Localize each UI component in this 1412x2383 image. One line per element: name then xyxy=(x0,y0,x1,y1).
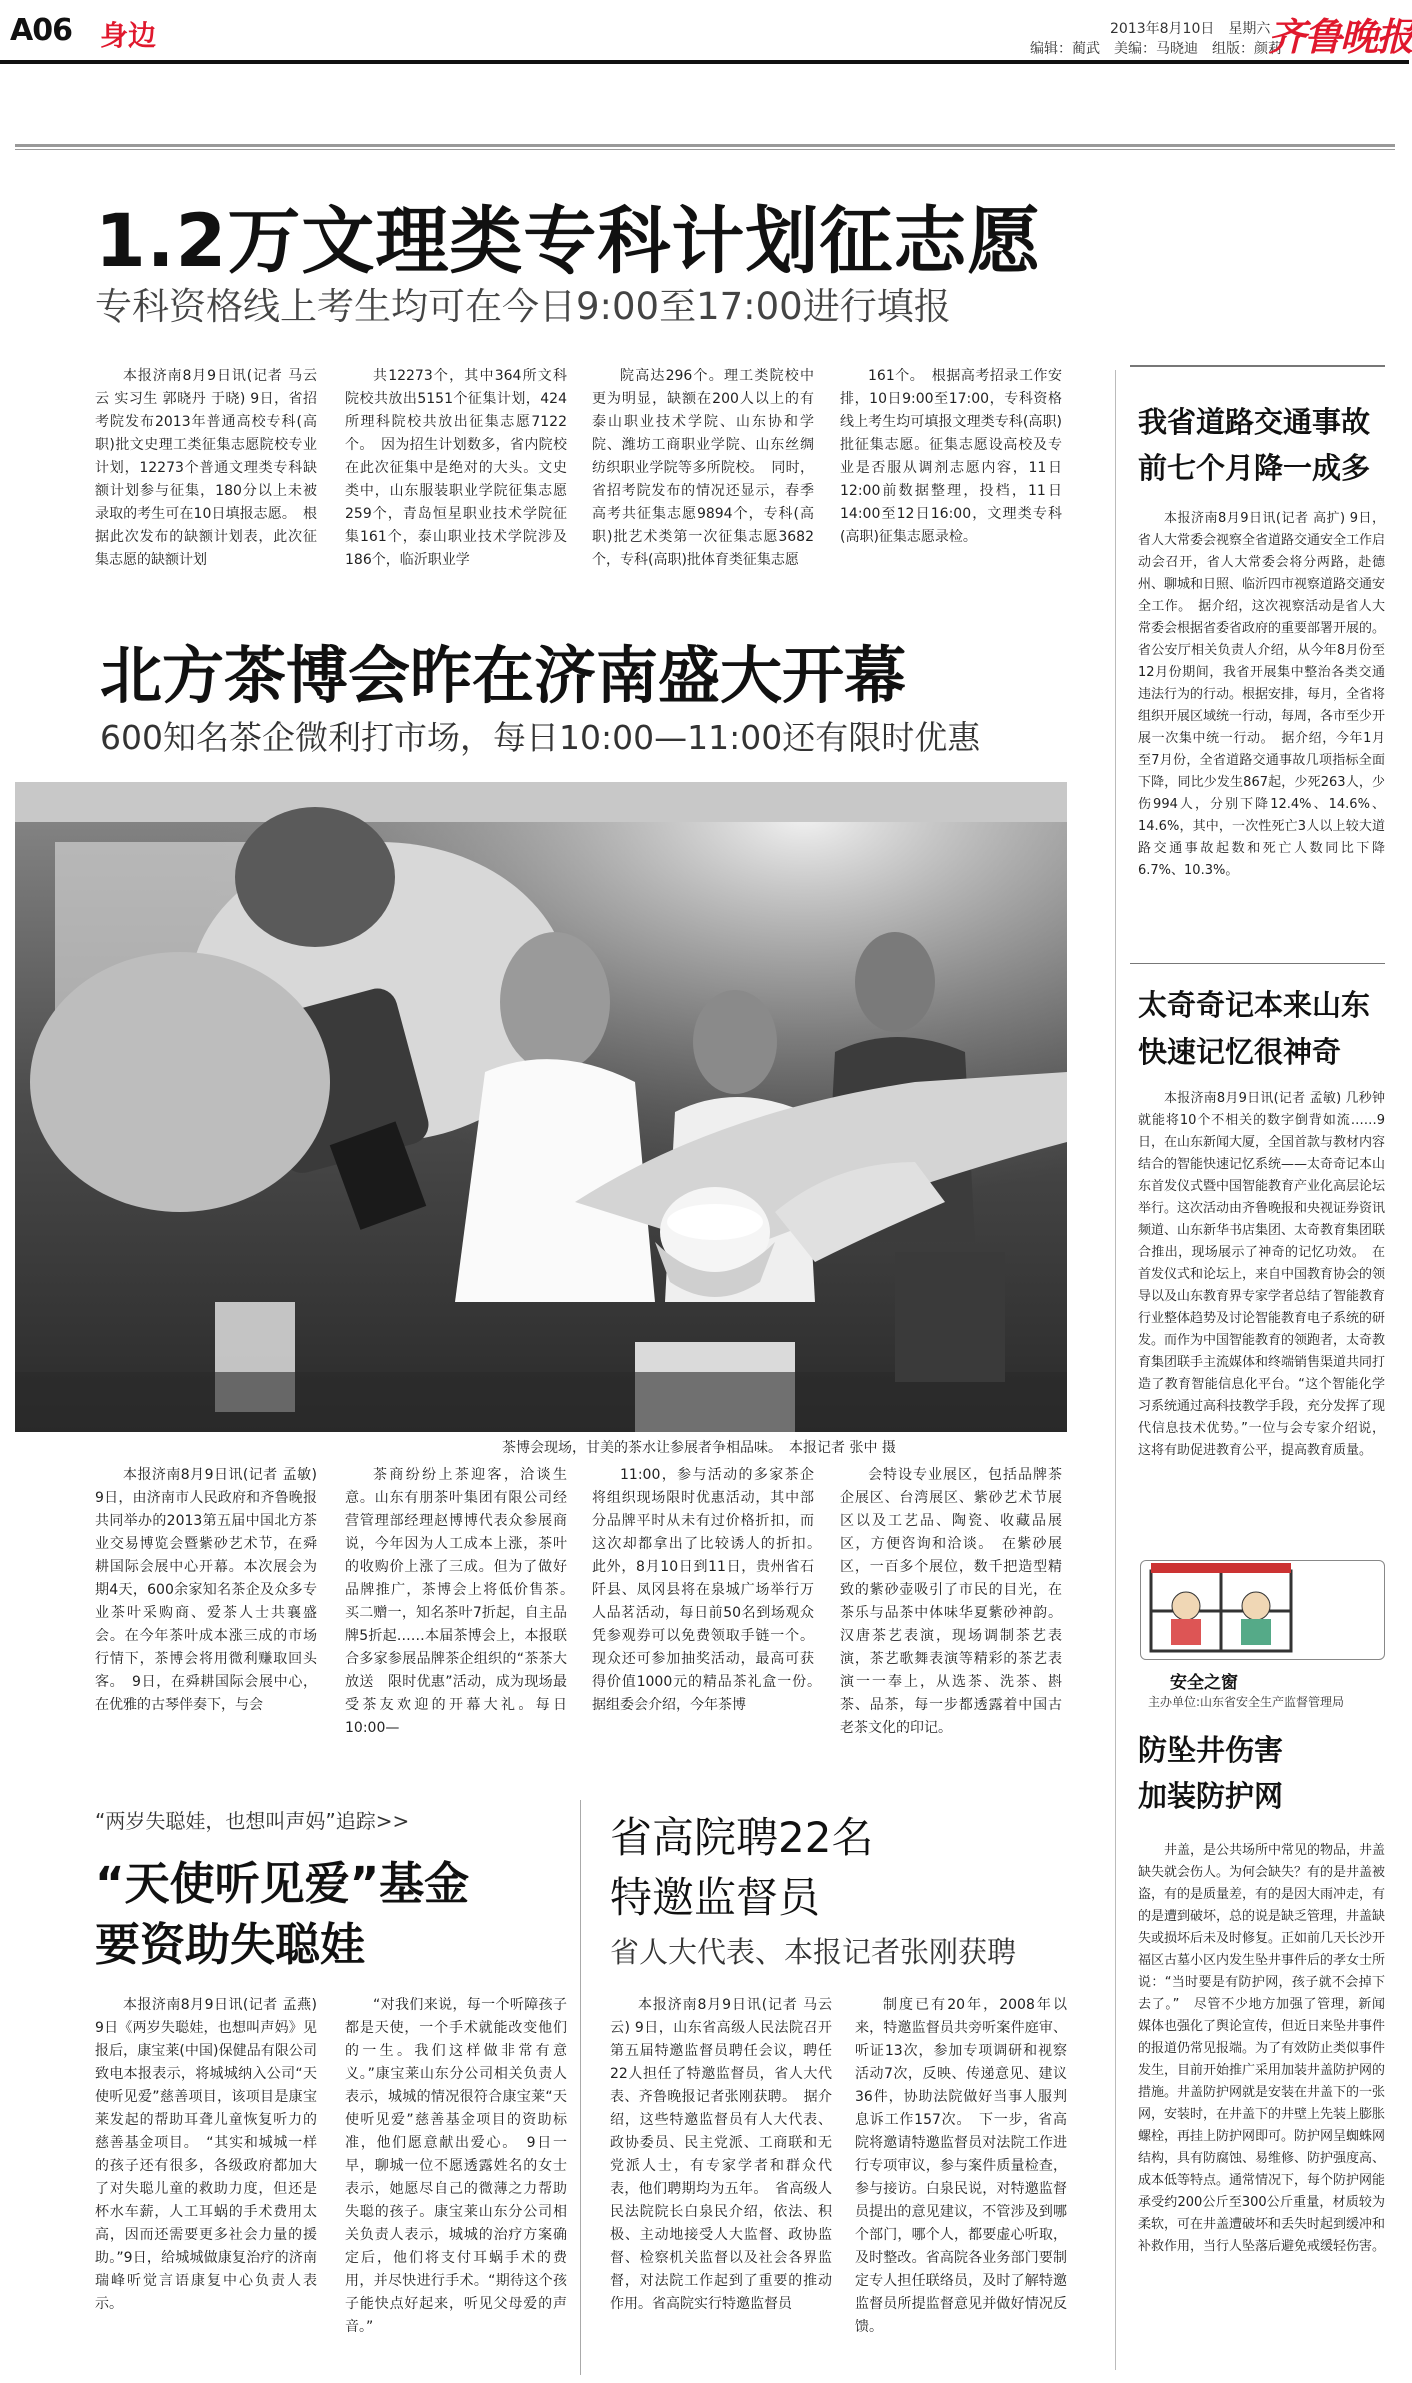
date-line xyxy=(1110,18,1270,38)
article3-col2: “对我们来说，每一个听障孩子都是天使，一个手术就能改变他们的一生。我们这样做非常有意义。”康宝莱山东分公司相关负责人表示，城城的情况很符合康宝莱“天使听见爱”慈善基金项目的资助标准，他们愿意献出爱心。 9日一早，聊城一位不愿透露姓名的女士表示，她愿尽自己的微薄之力帮助失聪的孩子。康宝莱山东分公司相关负责人表示，城城的治疗方案确定后，他们将支付耳蜗手术的费用，并尽快进行手术。“期待这个孩子能快点好起来，听见父母爱的声音。” xyxy=(345,1997,567,2335)
sidebar-rule-2 xyxy=(1130,963,1385,964)
article4-title-line1: 省高院聘22名 xyxy=(610,1813,874,1862)
article4-title-line2: 特邀监督员 xyxy=(610,1873,821,1922)
section-name: 身边 xyxy=(100,19,157,52)
weekday: 星期六 xyxy=(1228,21,1271,37)
safety-window-label: 安全之窗 xyxy=(1170,1673,1238,1693)
photo-caption: 茶博会现场，甘美的茶水让参展者争相品味。 本报记者 张中 摄 xyxy=(502,1440,896,1456)
side3-body: 井盖，是公共场所中常见的物品，井盖缺失就会伤人。为何会缺失？有的是井盖被盗，有的是质量差，有的是因大雨冲走，有的是遭到破坏，总的说是缺乏管理，井盖缺失或损坏后未及时修复。正如前几天长沙开福区古墓小区内发生坠井事件后的孝女士所说：“当时要是有防护网，孩子就不会掉下去了。” 尽管不少地方加强了管理，新闻媒体也强化了舆论宣传，但近日来坠井事件的报道仍常见报端。为了有效防止类似事件发生，目前开始推广采用加装井盖防护网的措施。井盖防护网就是安装在井盖下的一张网，安装时，在井盖下的井壁上先装上膨胀螺栓，再挂上防护网即可。防护网呈蜘蛛网结构，具有防腐蚀、易维修、防护强度高、成本低等特点。通常情况下，每个防护网能承受约200公斤至300公斤重量，材质较为柔软，可在井盖遭破坏和丢失时起到缓冲和补救作用，当行人坠落后避免戒缓轻伤害。 xyxy=(1138,1843,1386,2254)
mid-vertical-rule xyxy=(580,1800,581,2375)
side2-title-line2: 快速记忆很神奇 xyxy=(1138,1035,1342,1069)
side2-body: 本报济南8月9日讯(记者 孟敏) 几秒钟就能将10个不相关的数字倒背如流……9日，在山东新闻大厦，全国首款与教材内容结合的智能快速记忆系统——太奇奇记本山东首发仪式暨中国智能教育产业化高层论坛举行。这次活动由齐鲁晚报和央视证券资讯频道、山东新华书店集团、太奇教育集团联合推出，现场展示了神奇的记忆功效。 在首发仪式和论坛上，来自中国教育协会的领导以及山东教育界专家学者总结了智能教育行业整体趋势及讨论智能教育电子系统的研发。而作为中国智能教育的领跑者，太奇教育集团联手主流媒体和终端销售渠道共同打造了教育智能信息化平台。“这个智能化学习系统通过高科技教学手段，充分发挥了现代信息技术优势。”一位与会专家介绍说，这将有助促进教育公平，提高教育质量。 xyxy=(1138,1091,1386,1458)
side3-title-line1: 防坠井伤害 xyxy=(1138,1733,1284,1767)
article2-title: 北方茶博会昨在济南盛大开幕 xyxy=(100,639,907,712)
side3-title-line2: 加装防护网 xyxy=(1138,1779,1284,1813)
date: 2013年8月10日 xyxy=(1110,21,1215,37)
safety-window-icon xyxy=(1141,1561,1386,1661)
side1-title-line2: 前七个月降一成多 xyxy=(1138,451,1371,485)
article4-col2: 制度已有20年，2008年以来，特邀监督员共旁听案件庭审、听证13次，参加专项调研和视察活动7次，反映、传递意见、建议36件，协助法院做好当事人服判息诉工作157次。 下一步，省高院将邀请特邀监督员对法院工作进行专项审议，参与案件质量检查，参与接访。白泉民说，对特邀监督员提出的意见建议，不管涉及到哪个部门，哪个人，都要虚心听取，及时整改。省高院各业务部门要制定专人担任联络员，及时了解特邀监督员所提监督意见并做好情况反馈。 xyxy=(855,1997,1067,2335)
side2-title-line1: 太奇奇记本来山东 xyxy=(1138,988,1371,1022)
header-rule xyxy=(0,60,1409,64)
masthead-logo: 齐鲁晚报 xyxy=(1268,14,1412,59)
article3-title-line2: 要资助失聪娃 xyxy=(95,1918,366,1971)
top-double-rule-2 xyxy=(15,149,1395,150)
safety-window-sponsor: 主办单位:山东省安全生产监督管理局 xyxy=(1148,1695,1345,1709)
article1-title: 1.2万文理类专科计划征志愿 xyxy=(95,199,1042,284)
safety-window-box xyxy=(1140,1560,1385,1660)
article1-col1: 本报济南8月9日讯(记者 马云云 实习生 郭晓丹 于晓) 9日，省招考院发布2013年普通高校专科(高职)批文史理工类征集志愿院校专业计划，12273个普通文理类专科缺额计划参与征集，180分以上未被录取的考生可在10日填报志愿。 根据此次发布的缺额计划表，此次征集志愿的缺额计划 xyxy=(95,368,317,568)
editor-credits: 编辑：蔺武 美编：马晓迪 组版：颜莉 xyxy=(1030,41,1282,57)
article2-col4: 会特设专业展区，包括品牌茶企展区、台湾展区、紫砂艺术节展区以及工艺品、陶瓷、收藏品展区，方便咨询和洽谈。 在紫砂展区，一百多个展位，数千把造型精致的紫砂壶吸引了市民的目光，在茶乐与品茶中体味华夏紫砂神韵。汉唐茶艺表演，现场调制茶艺表演，茶艺歌舞表演等精彩的茶艺表演一一奉上，从选茶、洗茶、斟茶、品茶，每一步都透露着中国古老茶文化的印记。 xyxy=(840,1467,1062,1736)
side1-body: 本报济南8月9日讯(记者 高扩) 9日，省人大常委会视察全省道路交通安全工作启动会召开，省人大常委会将分两路，赴德州、聊城和日照、临沂四市视察道路交通安全工作。 据介绍，这次视察活动是省人大常委会根据省委省政府的重要部署开展的。省公安厅相关负责人介绍，从今年8月份至12月份期间，我省开展集中整治各类交通违法行为的行动。根据安排，每月，全省将组织开展区域统一行动，每周，各市至少开展一次集中统一行动。 据介绍，今年1月至7月份，全省道路交通事故几项指标全面下降，同比少发生867起，少死263人，少伤994人，分别下降12.4%、14.6%、14.6%，其中，一次性死亡3人以上较大道路交通事故起数和死亡人数同比下降6.7%、10.3%。 xyxy=(1138,511,1386,878)
article1-col2: 共12273个，其中364所文科院校共放出5151个征集计划，424所理科院校共放出征集志愿7122个。 因为招生计划数多，省内院校在此次征集中是绝对的大头。文史类中，山东服装职业学院征集志愿259个，青岛恒星职业技术学院征集161个，泰山职业技术学院涉及186个，临沂职业学 xyxy=(345,368,567,568)
top-double-rule xyxy=(15,144,1395,147)
tea-scene-illustration xyxy=(15,782,1067,1432)
article1-col4: 161个。 根据高考招录工作安排，10日9:00至17:00，专科资格线上考生均可填报文理类专科(高职)批征集志愿。征集志愿设高校及专业是否服从调剂志愿内容，11日12:00前数据整理，投档，11日14:00至12日16:00，文理类专科(高职)征集志愿录检。 xyxy=(840,368,1062,545)
article3-title-line1: “天使听见爱”基金 xyxy=(95,1857,470,1910)
sidebar-divider xyxy=(1115,370,1116,2370)
article3-kicker: “两岁失聪娃，也想叫声妈”追踪>> xyxy=(95,1809,410,1833)
article1-subtitle: 专科资格线上考生均可在今日9:00至17:00进行填报 xyxy=(95,285,951,328)
article2-subtitle: 600知名茶企微利打市场，每日10:00—11:00还有限时优惠 xyxy=(100,718,981,757)
article2-col3: 11:00，参与活动的多家茶企将组织现场限时优惠活动，其中部分品牌平时从未有过价格折扣，而这次却都拿出了比较诱人的折扣。 此外，8月10日到11日，贵州省石阡县、凤冈县将在泉城广场举行万人品茗活动，每日前50名到场观众凭参观券可以免费领取手链一个。现众还可参加抽奖活动，最高可获得价值1000元的精品茶礼盒一份。 据组委会介绍，今年茶博 xyxy=(592,1467,828,1713)
side1-title-line1: 我省道路交通事故 xyxy=(1138,405,1371,439)
article4-col1: 本报济南8月9日讯(记者 马云云) 9日，山东省高级人民法院召开第五届特邀监督员聘任会议，聘任22人担任了特邀监督员，省人大代表、齐鲁晚报记者张刚获聘。 据介绍，这些特邀监督员有人大代表、政协委员、民主党派、工商联和无党派人士，有专家学者和群众代表，他们聘期均为五年。 省高级人民法院院长白泉民介绍，依法、积极、主动地接受人大监督、政协监督、检察机关监督以及社会各界监督，对法院工作起到了重要的推动作用。省高院实行特邀监督员 xyxy=(610,1997,832,2312)
page-number: A06 xyxy=(10,13,72,48)
tea-expo-photo xyxy=(15,782,1067,1432)
article2-col1: 本报济南8月9日讯(记者 孟敏) 9日，由济南市人民政府和齐鲁晚报共同举办的2013第五届中国北方茶业交易博览会暨紫砂艺术节，在舜耕国际会展中心开幕。本次展会为期4天，600余家知名茶企及众多专业茶叶采购商、爱茶人士共襄盛会。在今年茶叶成本涨三成的市场行情下，茶博会将用微利赚取回头客。 9日，在舜耕国际会展中心，在优雅的古琴伴奏下，与会 xyxy=(95,1467,317,1713)
sidebar-top-rule xyxy=(1130,365,1385,367)
article2-col2: 茶商纷纷上茶迎客，洽谈生意。山东有朋茶叶集团有限公司经营管理部经理赵博博代表众参展商说，今年因为人工成本上涨，茶叶的收购价上涨了三成。但为了做好品牌推广，茶博会上将低价售茶。 买二赠一，知名茶叶7折起，自主品牌5折起……本届茶博会上，本报联合多家参展品牌茶企组织的“茶茶大放送 限时优惠”活动，成为现场最受茶友欢迎的开幕大礼。每日10:00— xyxy=(345,1467,581,1736)
article4-subtitle: 省人大代表、本报记者张刚获聘 xyxy=(610,1935,1017,1969)
article1-col3: 院高达296个。理工类院校中更为明显，缺额在200人以上的有泰山职业技术学院、山东协和学院、潍坊工商职业学院、山东丝绸纺织职业学院等多所院校。 同时，省招考院发布的情况还显示，春季高考共征集志愿9894个，专科(高职)批艺术类第一次征集志愿3682个，专科(高职)批体育类征集志愿 xyxy=(592,368,814,568)
article3-col1: 本报济南8月9日讯(记者 孟燕) 9日《两岁失聪娃，也想叫声妈》见报后，康宝莱(中国)保健品有限公司致电本报表示，将城城纳入公司“天使听见爱”慈善项目，该项目是康宝莱发起的帮助耳聋儿童恢复听力的慈善基金项目。 “其实和城城一样的孩子还有很多，各级政府都加大了对失聪儿童的救助力度，但还是杯水车薪，人工耳蜗的手术费用太高，因而还需要更多社会力量的援助。”9日，给城城做康复治疗的济南瑞峰听觉言语康复中心负责人表示。 xyxy=(95,1997,317,2312)
